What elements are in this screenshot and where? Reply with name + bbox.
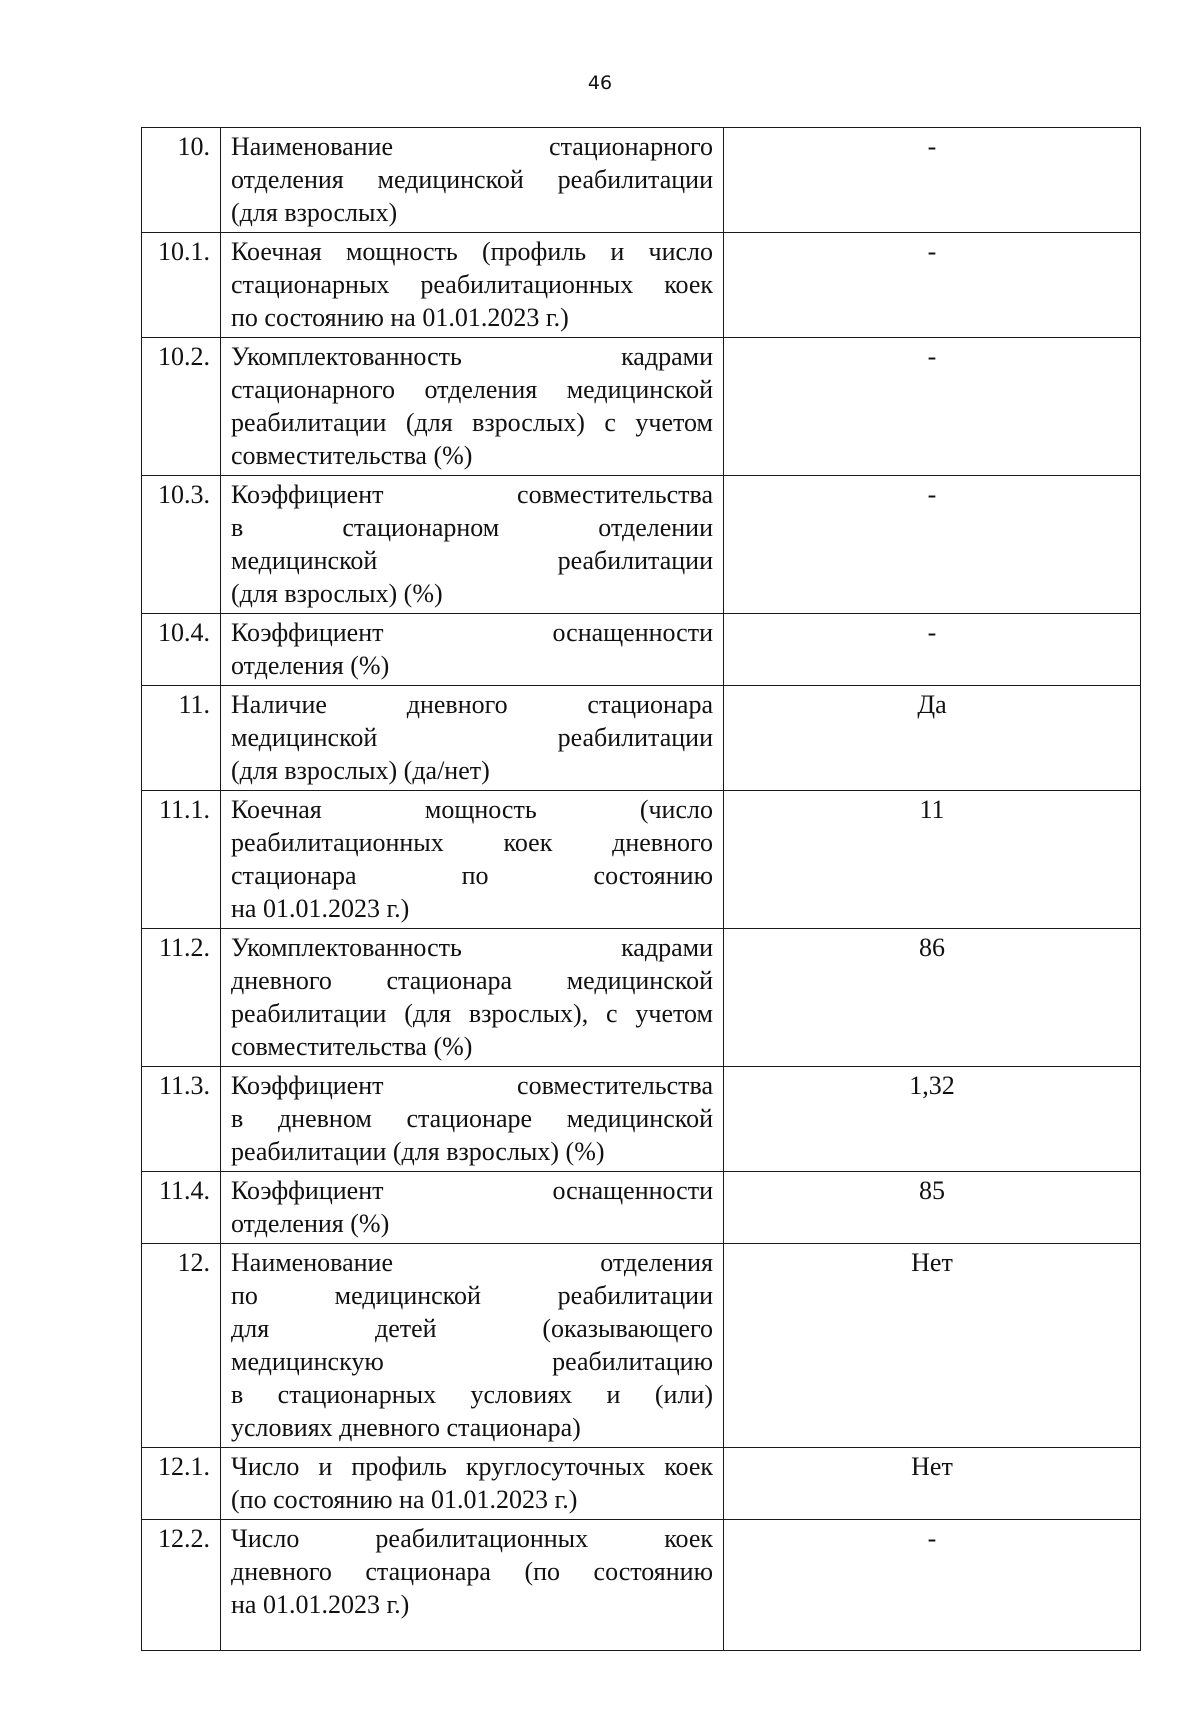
indicator-value: - [724, 614, 1141, 686]
indicator-name-line: (по состоянию на 01.01.2023 г.) [231, 1485, 578, 1514]
row-number: 11.2. [142, 929, 221, 1067]
indicator-name [221, 1520, 724, 1651]
indicator-name-line: отделения (%) [231, 651, 390, 680]
indicator-name-line: дневного стационара (по состоянию [231, 1557, 713, 1586]
indicator-name-line: Коечная мощность (число [231, 795, 713, 824]
indicator-name-line: на 01.01.2023 г.) [231, 1590, 410, 1619]
indicator-name-line: Наименование стационарного [231, 132, 713, 161]
table-body [142, 128, 1141, 1651]
indicator-value: - [724, 476, 1141, 614]
indicator-name-line: Коэффициент совместительства [231, 480, 713, 509]
indicator-name-line: стационарного отделения медицинской [231, 375, 713, 404]
table-row [142, 1520, 1141, 1651]
indicator-name [221, 1067, 724, 1172]
indicator-name [221, 614, 724, 686]
indicator-name-line: реабилитации (для взрослых) с учетом [231, 408, 713, 437]
indicator-name-line: для детей (оказывающего [231, 1314, 713, 1343]
row-number: 11.3. [142, 1067, 221, 1172]
indicator-name-line: стационара по состоянию [231, 861, 713, 890]
row-number: 12. [142, 1244, 221, 1448]
indicator-name-line: в стационарных условиях и (или) [231, 1380, 713, 1409]
indicator-name-line: (для взрослых) [231, 198, 398, 227]
indicator-name-line: реабилитации (для взрослых) (%) [231, 1137, 605, 1166]
indicator-name-line: Коэффициент оснащенности [231, 1176, 713, 1205]
indicator-name-line: по медицинской реабилитации [231, 1281, 713, 1310]
indicator-name-line: Наличие дневного стационара [231, 690, 713, 719]
indicator-name-line: Укомплектованность кадрами [231, 933, 713, 962]
table-row [142, 686, 1141, 791]
indicator-name-line: Укомплектованность кадрами [231, 342, 713, 371]
indicator-name-line: Коэффициент совместительства [231, 1071, 713, 1100]
indicator-name-line: совместительства (%) [231, 1032, 473, 1061]
row-number: 11.4. [142, 1172, 221, 1244]
table-row [142, 1172, 1141, 1244]
indicator-name [221, 1172, 724, 1244]
indicator-value: - [724, 128, 1141, 233]
indicator-name-line: медицинской реабилитации [231, 546, 713, 575]
row-number: 10.1. [142, 233, 221, 338]
indicator-name-line: дневного стационара медицинской [231, 966, 713, 995]
indicator-value: - [724, 338, 1141, 476]
table-row [142, 476, 1141, 614]
row-number: 12.2. [142, 1520, 221, 1651]
row-number: 10.4. [142, 614, 221, 686]
indicator-value: - [724, 1520, 1141, 1651]
indicator-value: 86 [724, 929, 1141, 1067]
indicator-name-line: в стационарном отделении [231, 513, 713, 542]
indicator-name-line: Число реабилитационных коек [231, 1524, 713, 1553]
indicator-name-line: стационарных реабилитационных коек [231, 270, 713, 299]
table-row [142, 128, 1141, 233]
indicator-name-line: отделения (%) [231, 1209, 390, 1238]
indicator-name [221, 1448, 724, 1520]
indicator-name [221, 929, 724, 1067]
row-number: 10. [142, 128, 221, 233]
indicator-name-line: медицинской реабилитации [231, 723, 713, 752]
row-number: 10.3. [142, 476, 221, 614]
row-number: 11. [142, 686, 221, 791]
indicator-name-line: Коэффициент оснащенности [231, 618, 713, 647]
indicator-name-line: в дневном стационаре медицинской [231, 1104, 713, 1133]
table-row [142, 791, 1141, 929]
indicator-name [221, 1244, 724, 1448]
indicator-value: 11 [724, 791, 1141, 929]
table-row [142, 1448, 1141, 1520]
indicator-name-line: медицинскую реабилитацию [231, 1347, 713, 1376]
indicator-value: - [724, 233, 1141, 338]
indicator-name [221, 476, 724, 614]
table-row [142, 1067, 1141, 1172]
table-row [142, 614, 1141, 686]
indicator-name-line: Число и профиль круглосуточных коек [231, 1452, 713, 1481]
indicator-name-line: условиях дневного стационара) [231, 1413, 581, 1442]
indicator-value: 1,32 [724, 1067, 1141, 1172]
indicator-name-line: отделения медицинской реабилитации [231, 165, 713, 194]
row-number: 10.2. [142, 338, 221, 476]
indicator-name-line: Наименование отделения [231, 1248, 713, 1277]
indicator-name-line: (для взрослых) (%) [231, 579, 443, 608]
table-row [142, 929, 1141, 1067]
indicator-name [221, 686, 724, 791]
indicator-name [221, 233, 724, 338]
indicator-value: Нет [724, 1244, 1141, 1448]
row-number: 12.1. [142, 1448, 221, 1520]
indicators-table [141, 127, 1141, 1651]
indicator-name-line: реабилитации (для взрослых), с учетом [231, 999, 713, 1028]
indicator-name-line: (для взрослых) (да/нет) [231, 756, 490, 785]
page-number: 46 [587, 72, 613, 94]
indicator-value: Да [724, 686, 1141, 791]
indicator-value: 85 [724, 1172, 1141, 1244]
indicator-name-line: Коечная мощность (профиль и число [231, 237, 713, 266]
indicator-value: Нет [724, 1448, 1141, 1520]
table-row [142, 233, 1141, 338]
indicator-name [221, 128, 724, 233]
indicator-name [221, 338, 724, 476]
indicator-name [221, 791, 724, 929]
row-number: 11.1. [142, 791, 221, 929]
indicator-name-line: на 01.01.2023 г.) [231, 894, 410, 923]
indicator-name-line: совместительства (%) [231, 441, 473, 470]
indicator-name-line: по состоянию на 01.01.2023 г.) [231, 303, 569, 332]
table-row [142, 1244, 1141, 1448]
table-row [142, 338, 1141, 476]
indicator-name-line: реабилитационных коек дневного [231, 828, 713, 857]
